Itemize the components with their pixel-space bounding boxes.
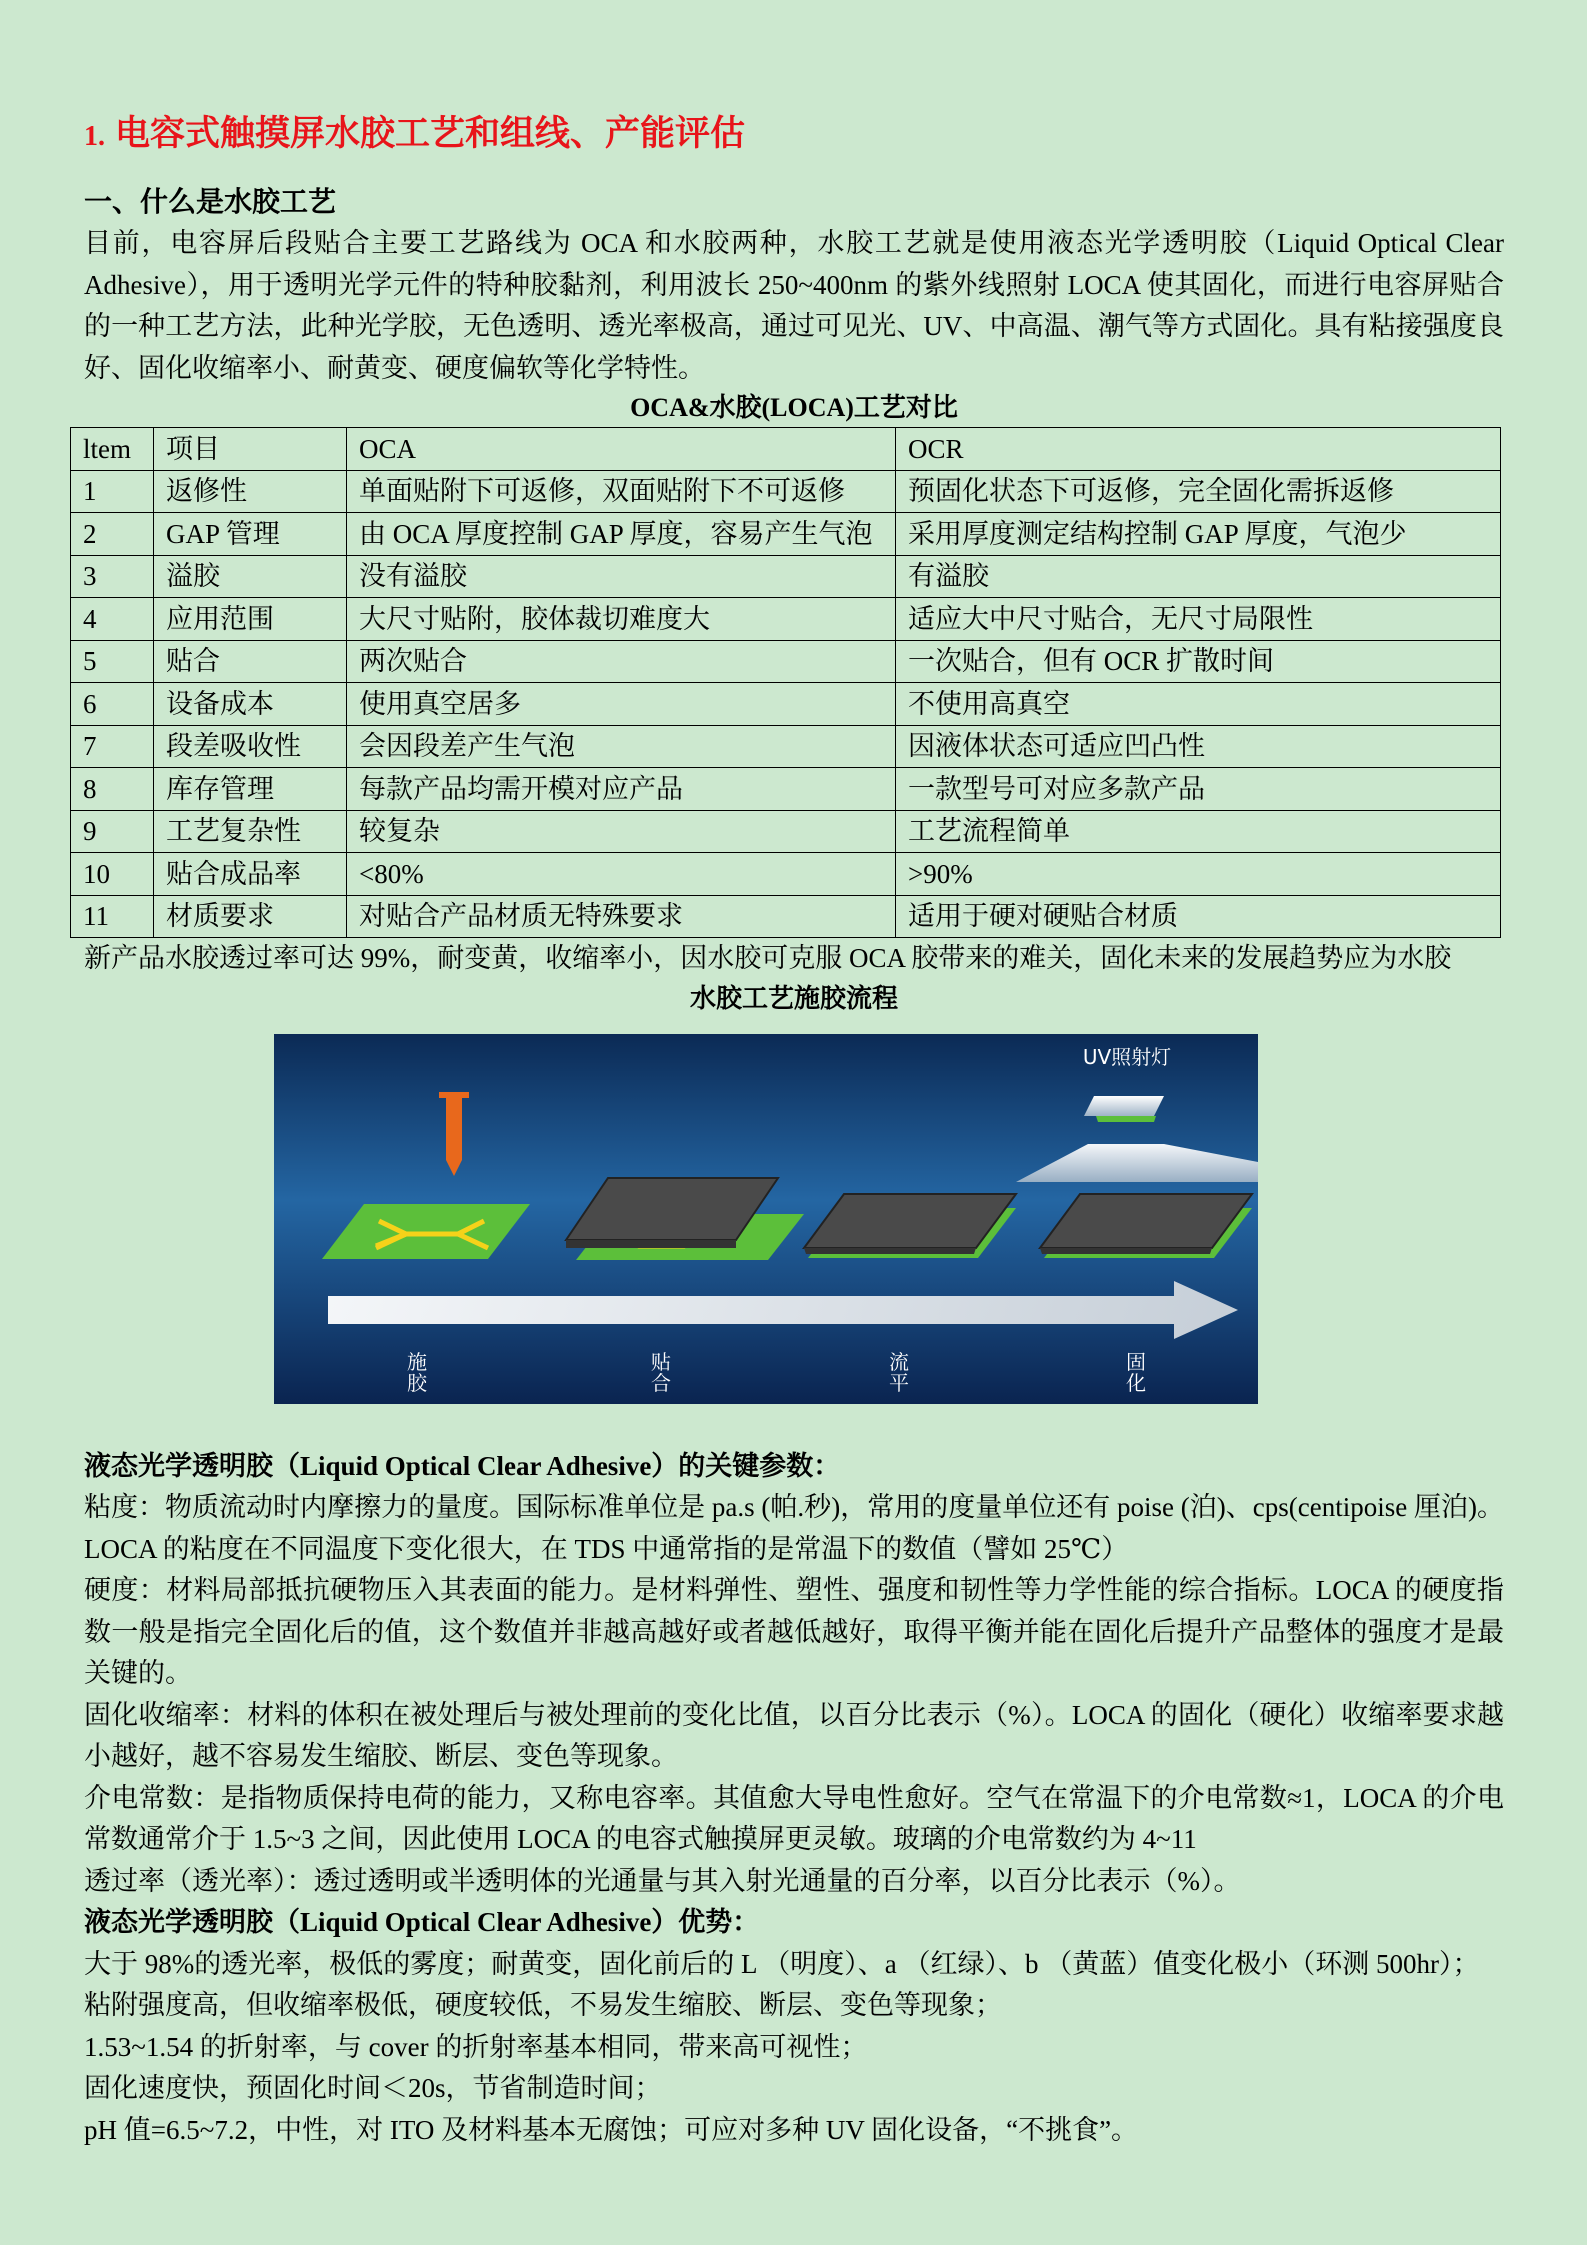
level-step-icon <box>804 1194 1016 1258</box>
advantage-item: 粘附强度高，但收缩率极低，硬度较低，不易发生缩胶、断层、变色等现象； <box>84 1990 1002 2020</box>
param-hardness: 硬度：材料局部抵抗硬物压入其表面的能力。是材料弹性、塑性、强度和韧性等力学性能的综合指标。LOCA 的硬度指数一般是指完全固化后的值，这个数值并非越高越好或者越低越好，取得平衡并能在固化后提升产品整体的强度才是最关键的。 <box>84 1575 1504 1688</box>
table-cell: 适用于硬对硬贴合材质 <box>896 895 1501 938</box>
advantage-item: 固化速度快，预固化时间＜20s，节省制造时间； <box>84 2073 662 2103</box>
table-cell: 设备成本 <box>154 683 347 726</box>
cure-step-icon <box>1040 1194 1252 1258</box>
table-cell: 2 <box>71 513 154 556</box>
table-cell: 适应大中尺寸贴合，无尺寸局限性 <box>896 598 1501 641</box>
table-cell: 不使用高真空 <box>896 683 1501 726</box>
table-cell: 11 <box>71 895 154 938</box>
advantage-item: 1.53~1.54 的折射率，与 cover 的折射率基本相同，带来高可视性； <box>84 2031 868 2062</box>
step-label-dispense-1: 施 <box>407 1349 427 1374</box>
table-cell: 8 <box>71 768 154 811</box>
table-cell: 4 <box>71 598 154 641</box>
table-cell: 一款型号可对应多款产品 <box>896 768 1501 811</box>
advantages-heading: 液态光学透明胶（Liquid Optical Clear Adhesive）优势： <box>84 1907 760 1937</box>
figure-container <box>84 1026 1504 1416</box>
step-label-laminate-2: 合 <box>651 1370 671 1395</box>
step-label-level-1: 流 <box>889 1349 909 1374</box>
table-row <box>71 895 1501 938</box>
step-label-cure-1: 固 <box>1126 1349 1146 1374</box>
table-row <box>71 683 1501 726</box>
laminate-step-icon <box>566 1178 804 1260</box>
table-row <box>71 725 1501 768</box>
table-cell: 没有溢胶 <box>347 555 896 598</box>
table-cell: 库存管理 <box>154 768 347 811</box>
table-caption: OCA&水胶(LOCA)工艺对比 <box>630 393 958 422</box>
table-row <box>71 853 1501 896</box>
table-cell: >90% <box>896 853 1501 896</box>
figure-caption: 水胶工艺施胶流程 <box>689 983 898 1013</box>
title-text: 电容式触摸屏水胶工艺和组线、产能评估 <box>115 114 746 153</box>
param-dielectric: 介电常数：是指物质保持电荷的能力，又称电容率。其值愈大导电性愈好。空气在常温下的介电常数≈1，LOCA 的介电常数通常介于 1.5~3 之间，因此使用 LOCA 的电容式触摸屏更灵敏。玻璃的介电常数约为 4~11 <box>84 1782 1504 1854</box>
table-cell: <80% <box>347 853 896 896</box>
uv-lamp-label: UV照射灯 <box>1082 1044 1172 1069</box>
table-cell: 工艺流程简单 <box>896 810 1501 853</box>
advantage-item: 大于 98%的透光率，极低的雾度；耐黄变，固化前后的 L （明度）、a （红绿）、b （黄蓝）值变化极小（环测 500hr）； <box>84 1948 1480 1979</box>
header-cell: OCR <box>896 428 1501 471</box>
title-number: 1. <box>84 121 105 152</box>
table-row <box>71 513 1501 556</box>
process-diagram <box>274 1034 1258 1404</box>
table-cell: 3 <box>71 555 154 598</box>
page-title <box>84 108 1504 160</box>
table-cell: 6 <box>71 683 154 726</box>
table-cell: 10 <box>71 853 154 896</box>
table-cell: 使用真空居多 <box>347 683 896 726</box>
params-heading: 液态光学透明胶（Liquid Optical Clear Adhesive）的关键参数： <box>84 1450 841 1481</box>
table-row <box>71 470 1501 513</box>
table-cell: 会因段差产生气泡 <box>347 725 896 768</box>
table-cell: 7 <box>71 725 154 768</box>
table-cell: 一次贴合，但有 OCR 扩散时间 <box>896 640 1501 683</box>
table-cell: 预固化状态下可返修，完全固化需拆返修 <box>896 470 1501 513</box>
table-row <box>71 640 1501 683</box>
table-row <box>71 810 1501 853</box>
table-cell: 溢胶 <box>154 555 347 598</box>
step-label-level-2: 平 <box>889 1370 909 1395</box>
table-cell: 对贴合产品材质无特殊要求 <box>347 895 896 938</box>
table-cell: 9 <box>71 810 154 853</box>
table-header-row <box>71 428 1501 471</box>
table-cell: 有溢胶 <box>896 555 1501 598</box>
table-cell: 因液体状态可适应凹凸性 <box>896 725 1501 768</box>
table-cell: 由 OCA 厚度控制 GAP 厚度，容易产生气泡 <box>347 513 896 556</box>
table-cell: GAP 管理 <box>154 513 347 556</box>
step-label-laminate-1: 贴 <box>651 1349 671 1374</box>
document-content <box>84 108 1504 2151</box>
table-cell: 较复杂 <box>347 810 896 853</box>
header-cell: 项目 <box>154 428 347 471</box>
table-cell: 贴合 <box>154 640 347 683</box>
table-cell: 单面贴附下可返修，双面贴附下不可返修 <box>347 470 896 513</box>
advantage-item: pH 值=6.5~7.2，中性，对 ITO 及材料基本无腐蚀；可应对多种 UV 固化设备，“不挑食”。 <box>84 2114 1139 2145</box>
table-cell: 贴合成品率 <box>154 853 347 896</box>
step-label-dispense-2: 胶 <box>407 1370 427 1395</box>
after-table-note: 新产品水胶透过率可达 99%，耐变黄，收缩率小，因水胶可克服 OCA 胶带来的难关，固化未来的发展趋势应为水胶 <box>84 943 1452 973</box>
table-cell: 大尺寸贴附，胶体裁切难度大 <box>347 598 896 641</box>
param-shrinkage: 固化收缩率：材料的体积在被处理后与被处理前的变化比值，以百分比表示（%）。LOCA 的固化（硬化）收缩率要求越小越好，越不容易发生缩胶、断层、变色等现象。 <box>84 1699 1504 1771</box>
table-cell: 1 <box>71 470 154 513</box>
table-row <box>71 598 1501 641</box>
table-cell: 应用范围 <box>154 598 347 641</box>
table-cell: 材质要求 <box>154 895 347 938</box>
table-cell: 段差吸收性 <box>154 725 347 768</box>
header-cell: ltem <box>71 428 154 471</box>
step-label-cure-2: 化 <box>1126 1370 1146 1395</box>
section-heading: 一、什么是水胶工艺 <box>84 187 337 218</box>
param-viscosity: 粘度：物质流动时内摩擦力的量度。国际标准单位是 pa.s (帕.秒)，常用的度量单位还有 poise (泊)、cps(centipoise 厘泊)。LOCA 的粘度在不同温度下变化很大，在 TDS 中通常指的是常温下的数值（譬如 25℃） <box>84 1492 1504 1564</box>
table-cell: 工艺复杂性 <box>154 810 347 853</box>
table-cell: 采用厚度测定结构控制 GAP 厚度，气泡少 <box>896 513 1501 556</box>
table-cell: 返修性 <box>154 470 347 513</box>
table-cell: 每款产品均需开模对应产品 <box>347 768 896 811</box>
comparison-table <box>70 427 1501 938</box>
table-row <box>71 768 1501 811</box>
table-row <box>71 555 1501 598</box>
header-cell: OCA <box>347 428 896 471</box>
intro-paragraph: 目前，电容屏后段贴合主要工艺路线为 OCA 和水胶两种，水胶工艺就是使用液态光学透明胶（Liquid Optical Clear Adhesive），用于透明光学元件的特种胶黏剂，利用波长 250~400nm 的紫外线照射 LOCA 使其固化，而进行电容屏贴合的一种工艺方法，此种光学胶，无色透明、透光率极高，通过可见光、UV、中高温、潮气等方式固化。具有粘接强度良好、固化收缩率小、耐黄变、硬度偏软等化学特性。 <box>84 228 1504 383</box>
table-cell: 两次贴合 <box>347 640 896 683</box>
param-transmittance: 透过率（透光率）：透过透明或半透明体的光通量与其入射光通量的百分率，以百分比表示（%）。 <box>84 1865 1241 1896</box>
table-cell: 5 <box>71 640 154 683</box>
